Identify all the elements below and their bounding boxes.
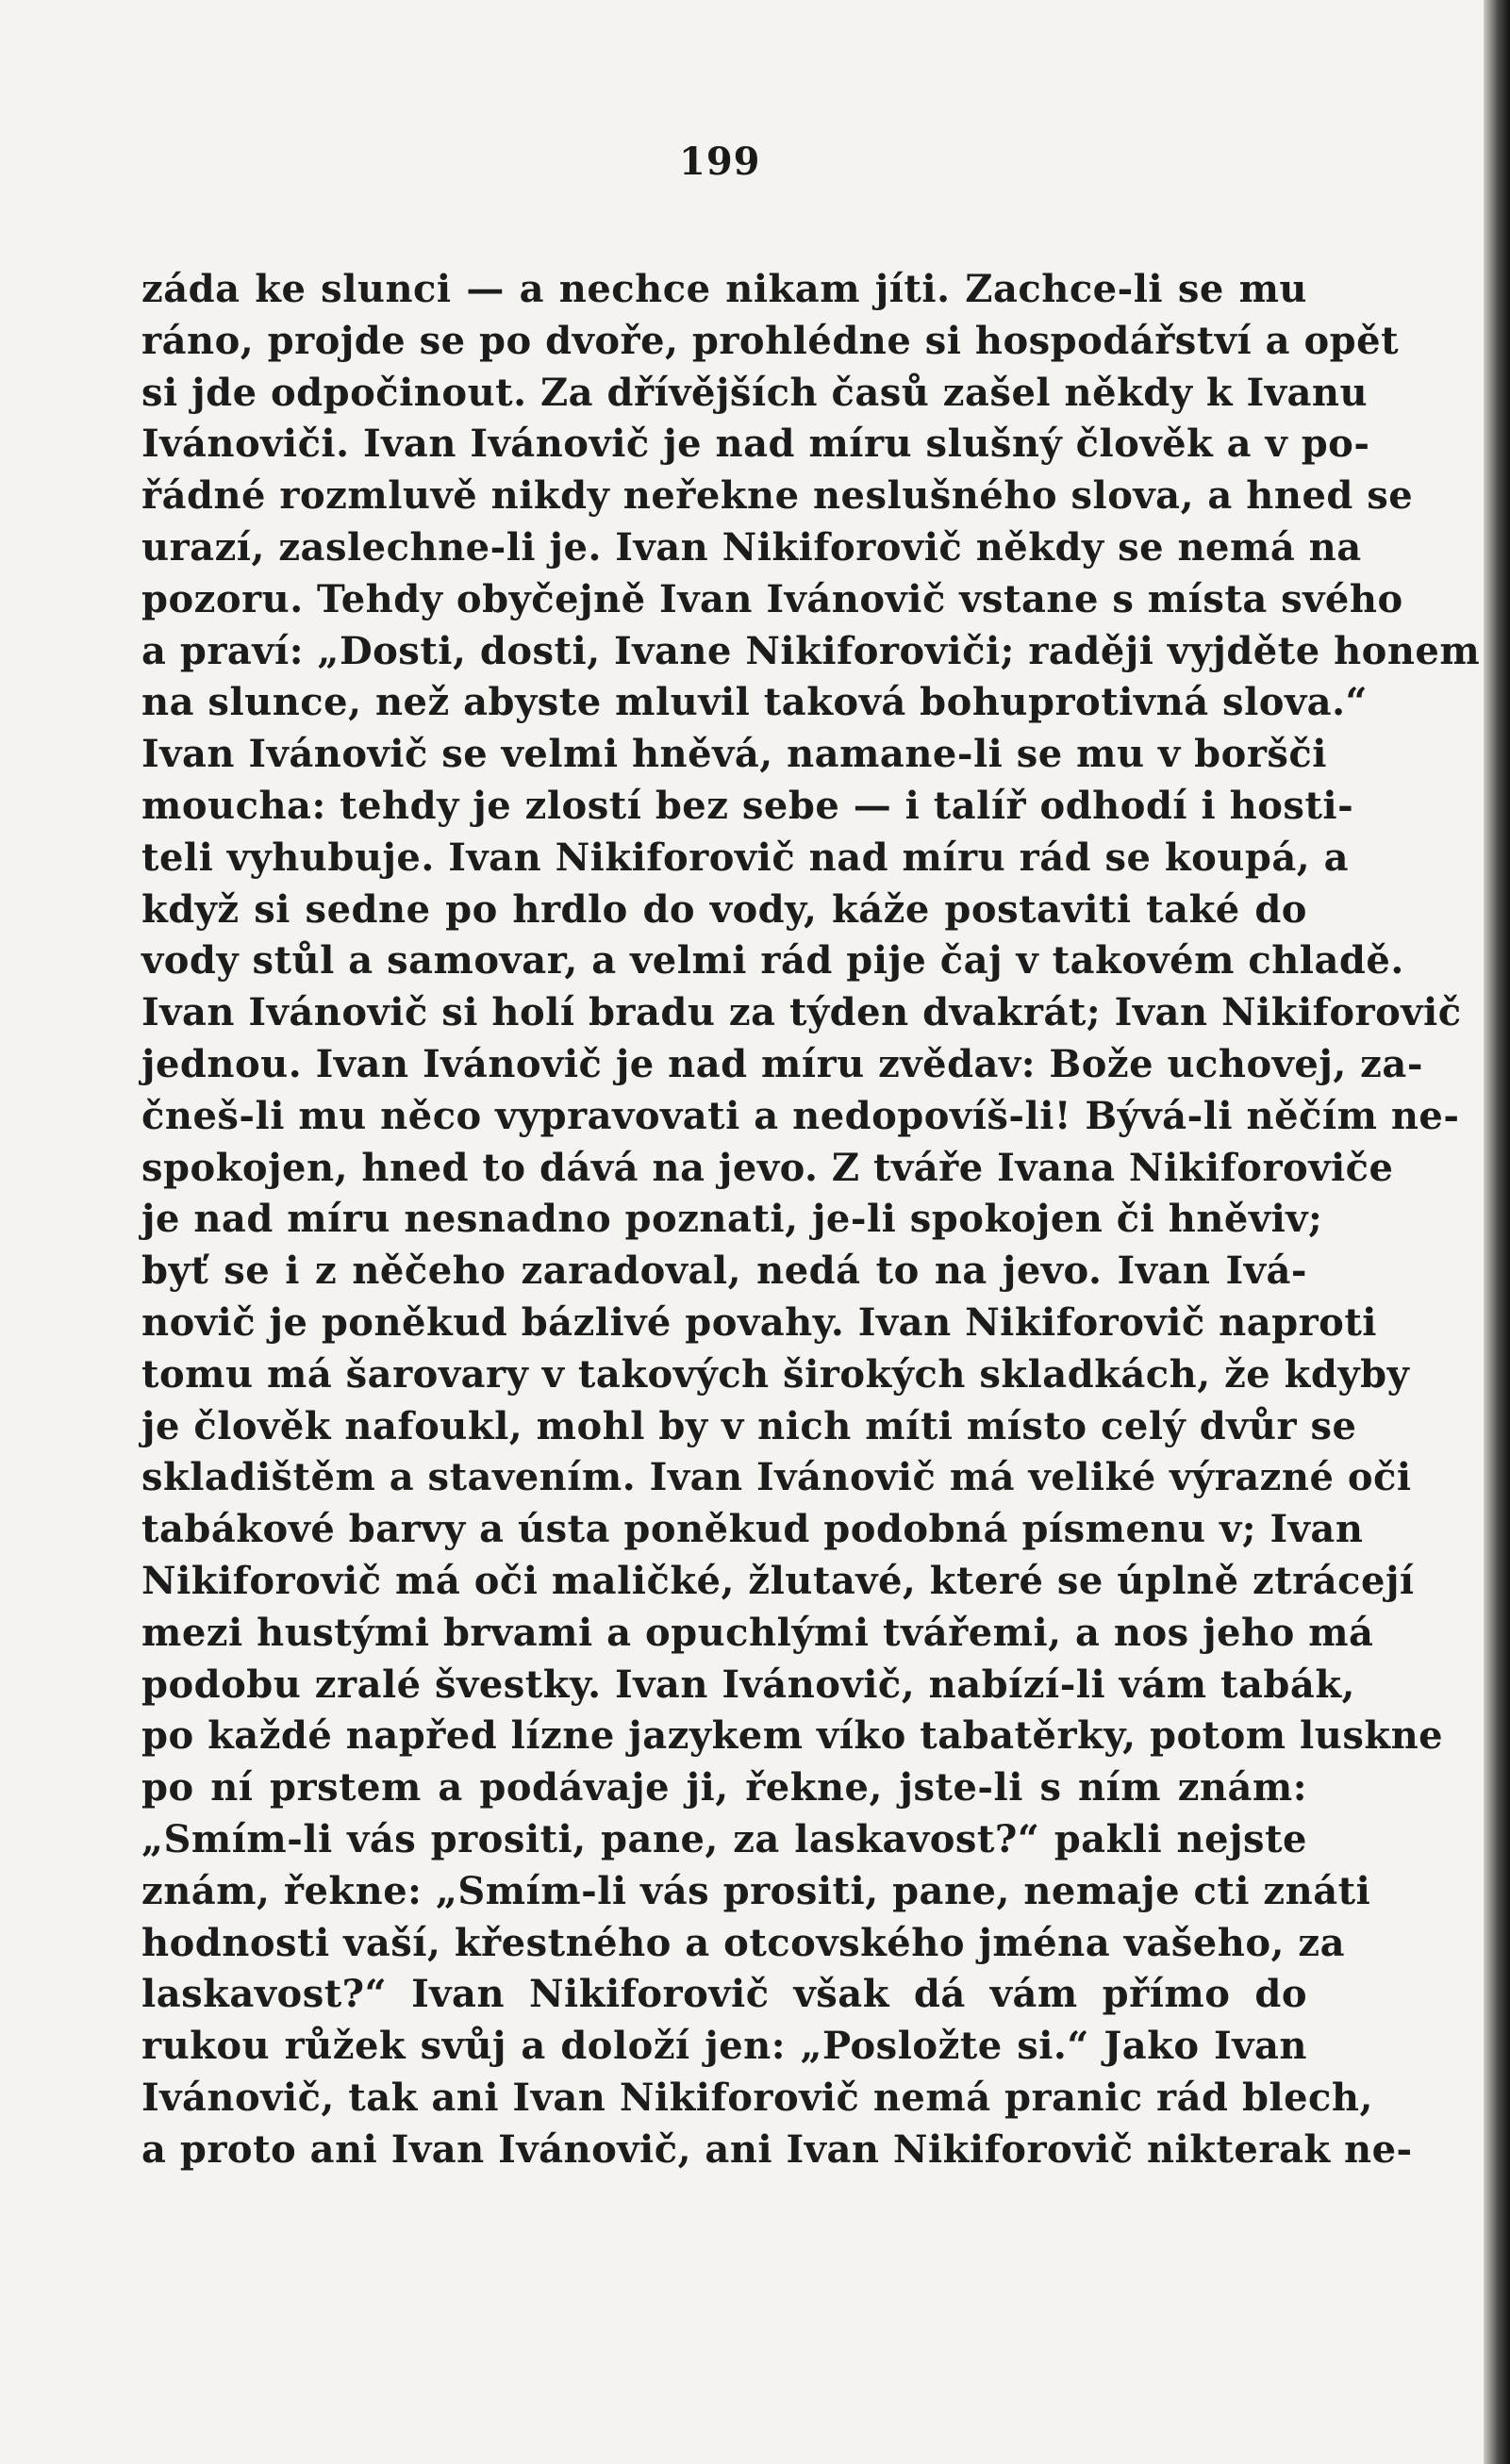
text-line: moucha: tehdy je zlostí bez sebe — i talíř odhodí i hosti- — [141, 783, 1354, 828]
text-line: hodnosti vaší, křestného a otcovského jména vašeho, za — [141, 1920, 1345, 1965]
text-line: tomu má šarovary v takových širokých skladkách, že kdyby — [141, 1351, 1410, 1397]
text-line: urazí, zaslechne-li je. Ivan Nikiforovič někdy se nemá na — [141, 524, 1362, 570]
text-line: skladištěm a stavením. Ivan Ivánovič má veliké výrazné oči — [141, 1455, 1412, 1500]
text-line: na slunce, než abyste mluvil taková bohuprotivná slova.“ — [141, 680, 1369, 725]
text-line: byť se i z něčeho zaradoval, nedá to na jevo. Ivan Ivá- — [141, 1249, 1307, 1294]
text-line: a proto ani Ivan Ivánovič, ani Ivan Nikiforovič nikterak ne- — [141, 2126, 1413, 2172]
page-edge-shadow — [1484, 0, 1510, 2464]
text-line: „Smím-li vás prositi, pane, za laskavost?“ pakli nejste — [141, 1816, 1307, 1861]
text-line: Ivánoviči. Ivan Ivánovič je nad míru slušný člověk a v po- — [141, 422, 1370, 467]
text-line: si jde odpočinout. Za dřívějších časů zašel někdy k Ivanu — [141, 370, 1369, 415]
text-line: Ivánovič, tak ani Ivan Nikiforovič nemá pranic rád blech, — [141, 2075, 1373, 2120]
text-line: rukou růžek svůj a doloží jen: „Posložte si.“ Jako Ivan — [141, 2024, 1307, 2069]
text-line: Ivan Ivánovič se velmi hněvá, namane-li se mu v boršči — [141, 732, 1327, 777]
text-line: vody stůl a samovar, a velmi rád pije čaj v takovém chladě. — [141, 938, 1404, 984]
text-line: řádné rozmluvě nikdy neřekne neslušného slova, a hned se — [141, 473, 1414, 519]
text-line: laskavost?“ Ivan Nikiforovič však dá vám přímo do — [141, 1972, 1307, 2017]
text-line: pozoru. Tehdy obyčejně Ivan Ivánovič vstane s místa svého — [141, 576, 1403, 621]
text-line: je nad míru nesnadno poznati, je-li spokojen či hněviv; — [141, 1197, 1323, 1242]
text-line: Nikiforovič má oči maličké, žlutavé, které se úplně ztrácejí — [141, 1558, 1415, 1603]
text-line: záda ke slunci — a nechce nikam jíti. Zachce-li se mu — [141, 267, 1307, 311]
text-line: mezi hustými brvami a opuchlými tvářemi, a nos jeho má — [141, 1610, 1374, 1655]
text-line: podobu zralé švestky. Ivan Ivánovič, nabízí-li vám tabák, — [141, 1662, 1355, 1707]
text-line: když si sedne po hrdlo do vody, káže postaviti také do — [141, 886, 1307, 932]
text-line: Ivan Ivánovič si holí bradu za týden dvakrát; Ivan Nikiforovič — [141, 990, 1462, 1035]
text-line: je člověk nafoukl, mohl by v nich míti místo celý dvůr se — [141, 1403, 1357, 1448]
text-line: jednou. Ivan Ivánovič je nad míru zvědav: Bože uchovej, za- — [141, 1041, 1423, 1086]
text-line: znám, řekne: „Smím-li vás prositi, pane, nemaje cti znáti — [141, 1868, 1371, 1913]
text-line: tabákové barvy a ústa poněkud podobná písmenu v; Ivan — [141, 1507, 1364, 1552]
body-text — [141, 264, 1481, 2175]
text-line: po každé napřed lízne jazykem víko tabatěrky, potom luskne — [141, 1713, 1444, 1759]
text-line: teli vyhubuje. Ivan Nikiforovič nad míru rád se koupá, a — [141, 835, 1350, 880]
text-line: a praví: „Dosti, dosti, Ivane Nikiforoviči; raději vyjděte honem — [141, 628, 1481, 673]
text-line: čneš-li mu něco vypravovati a nedopovíš-li! Bývá-li něčím ne- — [141, 1093, 1460, 1138]
text-line: novič je poněkud bázlivé povahy. Ivan Nikiforovič naproti — [141, 1299, 1378, 1345]
text-line: spokojen, hned to dává na jevo. Z tváře Ivana Nikiforoviče — [141, 1145, 1394, 1190]
text-line: po ní prstem a podávaje ji, řekne, jste-li s ním znám: — [141, 1765, 1307, 1811]
page-number: 199 — [679, 140, 761, 184]
text-line: ráno, projde se po dvoře, prohlédne si hospodářství a opět — [141, 318, 1400, 363]
